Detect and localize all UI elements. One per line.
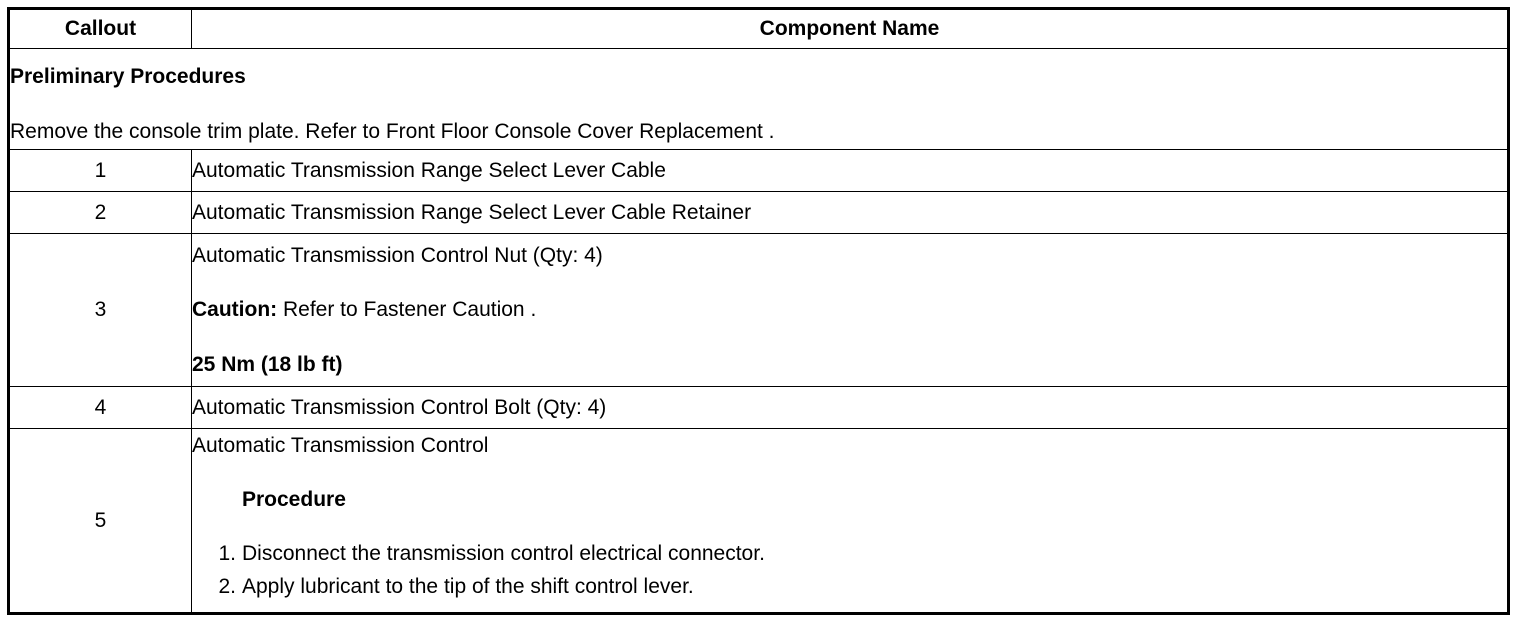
- table-row: [9, 429, 1509, 614]
- step-number: 1.: [218, 541, 236, 565]
- callout-cell: 2: [9, 192, 192, 234]
- preliminary-procedures-title: Preliminary Procedures: [10, 64, 246, 88]
- table-row: [9, 192, 1509, 234]
- procedure-step: [192, 542, 1507, 566]
- callout-cell: 1: [9, 150, 192, 192]
- preliminary-procedures-text: Remove the console trim plate. Refer to Front Floor Console Cover Replacement .: [10, 119, 775, 143]
- table-row: [9, 150, 1509, 192]
- component-name-cell: Automatic Transmission Control Bolt (Qty: 4): [192, 387, 1509, 429]
- preliminary-procedures-row: [9, 49, 1509, 150]
- caution-note: [192, 298, 1507, 322]
- callout-cell: 4: [9, 387, 192, 429]
- step-number: 2.: [218, 574, 236, 598]
- step-text: Disconnect the transmission control electrical connector.: [242, 541, 765, 565]
- callout-cell: 3: [9, 234, 192, 387]
- component-name-text: Automatic Transmission Control: [192, 433, 489, 457]
- caution-text: Refer to Fastener Caution .: [277, 297, 537, 321]
- component-name-column-header: Component Name: [192, 9, 1509, 49]
- table-row: [9, 387, 1509, 429]
- callout-cell: 5: [9, 429, 192, 614]
- component-table-sheet: [7, 7, 1507, 611]
- component-name-text: Automatic Transmission Control Nut (Qty: 4): [192, 243, 603, 267]
- procedure-steps: [192, 542, 1507, 599]
- procedure-heading: Procedure: [242, 487, 346, 511]
- component-name-cell: [192, 234, 1509, 387]
- torque-spec: 25 Nm (18 lb ft): [192, 352, 343, 376]
- component-name-cell: Automatic Transmission Range Select Lever Cable: [192, 150, 1509, 192]
- component-name-cell: Automatic Transmission Range Select Lever Cable Retainer: [192, 192, 1509, 234]
- component-name-cell: [192, 429, 1509, 614]
- caution-label: Caution:: [192, 297, 278, 321]
- table-header-row: [9, 9, 1509, 49]
- table-row: [9, 234, 1509, 387]
- component-table: [7, 7, 1510, 615]
- preliminary-procedures-cell: [9, 49, 1509, 150]
- callout-column-header: Callout: [9, 9, 192, 49]
- step-text: Apply lubricant to the tip of the shift control lever.: [242, 574, 694, 598]
- procedure-step: [192, 575, 1507, 599]
